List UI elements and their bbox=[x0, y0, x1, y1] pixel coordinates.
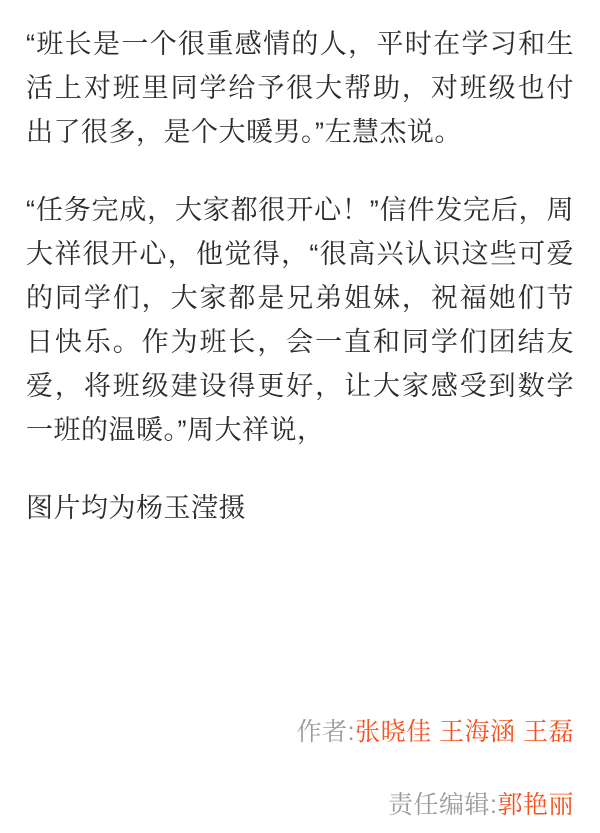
editor-name: 郭艳丽 bbox=[497, 791, 574, 819]
article-paragraph: “任务完成，大家都很开心！”信件发完后，周大祥很开心，他觉得，“很高兴认识这些可爱的同学们，大家都是兄弟姐妹，祝福她们节日快乐。作为班长，会一直和同学们团结友爱，将班级建设得更好，让大家感受到数学一班的温暖。”周大祥说， bbox=[26, 195, 574, 445]
author-label: 作者: bbox=[296, 718, 356, 746]
author-names: 张晓佳 王海涵 王磊 bbox=[355, 718, 574, 746]
editor-label: 责任编辑: bbox=[388, 791, 498, 819]
article-paragraph: “班长是一个很重感情的人，平时在学习和生活上对班里同学给予很大帮助，对班级也付出了很多，是个大暖男。”左慧杰说。 bbox=[26, 29, 574, 147]
author-credit bbox=[297, 712, 574, 748]
photo-credit-paragraph: 图片均为杨玉滢摄 bbox=[26, 493, 246, 523]
editor-credit bbox=[388, 785, 574, 821]
